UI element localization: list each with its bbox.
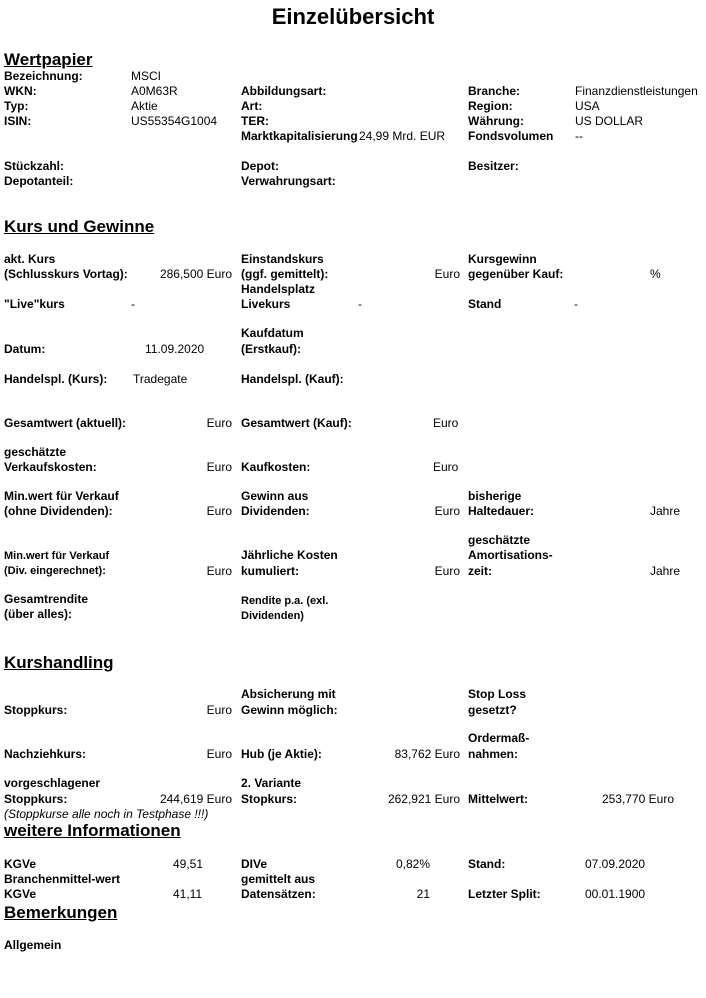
label-marktkapitalisierung: Marktkapitalisierung: [241, 129, 358, 143]
value-branche: Finanzdienstleistungen: [575, 84, 698, 98]
label-typ: Typ:: [4, 99, 29, 113]
label-gesamtwert-kauf: Gesamtwert (Kauf):: [241, 416, 352, 430]
label-handelspl-kurs: Handelspl. (Kurs):: [4, 372, 108, 386]
label-abbildungsart: Abbildungsart:: [241, 84, 327, 98]
label-jaehrliche-kosten-2: kumuliert:: [241, 564, 300, 578]
label-depotanteil: Depotanteil:: [4, 174, 74, 188]
label-stand-info: Stand:: [468, 857, 506, 871]
label-gesamtwert-aktuell: Gesamtwert (aktuell):: [4, 416, 127, 430]
section-heading-kurs-und-gewinne: Kurs und Gewinne: [4, 217, 155, 236]
label-variante-1: 2. Variante: [241, 776, 302, 790]
label-depot: Depot:: [241, 159, 279, 173]
unit-minwert-div: Euro: [206, 564, 232, 578]
section-heading-wertpapier: Wertpapier: [4, 50, 93, 69]
label-ordermassnahmen-2: nahmen:: [468, 747, 519, 761]
label-verkaufskosten-1: geschätzte: [4, 445, 67, 459]
label-datensaetze-1: gemittelt aus: [241, 872, 316, 886]
value-fondsvolumen: --: [575, 129, 583, 143]
label-handelsplatz-live-1: Handelsplatz: [241, 282, 316, 296]
value-marktkapitalisierung: 24,99 Mrd. EUR: [359, 129, 446, 143]
value-datensaetze: 21: [416, 887, 430, 901]
value-bezeichnung: MSCI: [131, 69, 161, 83]
label-hub: Hub (je Aktie):: [241, 747, 322, 761]
label-mittelwert: Mittelwert:: [468, 792, 528, 806]
value-mittelwert: 253,770 Euro: [601, 792, 674, 806]
unit-gesamtwert-aktuell: Euro: [206, 416, 232, 430]
label-stueckzahl: Stückzahl:: [4, 159, 65, 173]
label-nachziehkurs: Nachziehkurs:: [4, 747, 87, 761]
label-ter: TER:: [241, 114, 269, 128]
label-letzter-split: Letzter Split:: [468, 887, 541, 901]
page-title: Einzelübersicht: [271, 4, 435, 29]
value-isin: US55354G1004: [131, 114, 218, 128]
label-minwert-ohne-2: (ohne Dividenden):: [4, 504, 113, 518]
label-kursgewinn-2: gegenüber Kauf:: [468, 267, 564, 281]
unit-minwert-ohne: Euro: [206, 504, 232, 518]
unit-kursgewinn: %: [650, 267, 661, 281]
label-haltedauer-1: bisherige: [468, 489, 522, 503]
label-minwert-ohne-1: Min.wert für Verkauf: [4, 489, 119, 503]
label-art: Art:: [241, 99, 263, 113]
value-letzter-split: 00.01.1900: [585, 887, 646, 901]
label-verkaufskosten-2: Verkaufskosten:: [4, 460, 97, 474]
value-datum: 11.09.2020: [145, 342, 205, 356]
label-branchenmittelwert-1: Branchenmittel-wert: [4, 872, 121, 886]
label-minwert-div-2: (Div. eingerechnet):: [4, 565, 106, 577]
label-allgemein: Allgemein: [4, 938, 62, 952]
value-typ: Aktie: [131, 99, 158, 113]
unit-einstandskurs: Euro: [434, 267, 460, 281]
label-handelspl-kauf: Handelspl. (Kauf):: [241, 372, 344, 386]
value-kgve: 49,51: [173, 857, 204, 871]
unit-haltedauer: Jahre: [649, 504, 680, 518]
label-live-kurs: "Live"kurs: [4, 297, 65, 311]
value-live-kurs: -: [131, 297, 135, 311]
value-region: USA: [575, 99, 600, 113]
label-amortisation-1: geschätzte: [468, 533, 531, 547]
value-stand-info: 07.09.2020: [585, 857, 646, 871]
label-ordermassnahmen-1: Ordermaß-: [468, 731, 530, 745]
label-stoploss-2: gesetzt?: [468, 703, 517, 717]
unit-gewinn-dividenden: Euro: [434, 504, 460, 518]
label-haltedauer-2: Haltedauer:: [468, 504, 535, 518]
value-hub: 83,762 Euro: [394, 747, 460, 761]
label-amortisation-3: zeit:: [468, 564, 492, 578]
label-kaufdatum-2: (Erstkauf):: [241, 342, 302, 356]
value-handelspl-kurs: Tradegate: [133, 372, 188, 386]
label-absicherung-2: Gewinn möglich:: [241, 703, 338, 717]
label-variante-2: Stopkurs:: [241, 792, 298, 806]
label-akt-kurs-1: akt. Kurs: [4, 252, 56, 266]
label-gewinn-dividenden-2: Dividenden:: [241, 504, 310, 518]
label-akt-kurs-2: (Schlusskurs Vortag):: [4, 267, 128, 281]
label-handelsplatz-live-2: Livekurs: [241, 297, 291, 311]
label-isin: ISIN:: [4, 114, 32, 128]
unit-jaehrliche-kosten: Euro: [434, 564, 460, 578]
value-handelsplatz-live: -: [358, 297, 362, 311]
value-waehrung: US DOLLAR: [575, 114, 644, 128]
label-gesamtrendite-2: (über alles):: [4, 607, 73, 621]
value-vorgeschlagener-stoppkurs: 244,619 Euro: [159, 792, 232, 806]
label-gesamtrendite-1: Gesamtrendite: [4, 592, 89, 606]
label-kaufkosten: Kaufkosten:: [241, 460, 311, 474]
label-vorgeschlagener-2: Stoppkurs:: [4, 792, 68, 806]
label-wkn: WKN:: [4, 84, 37, 98]
label-datensaetze-2: Datensätzen:: [241, 887, 316, 901]
label-bezeichnung: Bezeichnung:: [4, 69, 83, 83]
label-amortisation-2: Amortisations-: [468, 548, 553, 562]
value-branchen-kgve: 41,11: [173, 887, 203, 901]
label-stand: Stand: [468, 297, 502, 311]
label-absicherung-1: Absicherung mit: [241, 687, 336, 701]
label-einstandskurs-1: Einstandskurs: [241, 252, 324, 266]
unit-nachziehkurs: Euro: [206, 747, 232, 761]
label-gewinn-dividenden-1: Gewinn aus: [241, 489, 309, 503]
label-besitzer: Besitzer:: [468, 159, 519, 173]
unit-stoppkurs: Euro: [206, 703, 232, 717]
section-heading-kurshandling: Kurshandling: [4, 653, 114, 672]
label-stoppkurs: Stoppkurs:: [4, 703, 68, 717]
label-rendite-pa-2: Dividenden): [241, 610, 304, 622]
unit-verkaufskosten: Euro: [206, 460, 232, 474]
unit-amortisation: Jahre: [649, 564, 680, 578]
label-stoploss-1: Stop Loss: [468, 687, 527, 701]
label-verwahrungsart: Verwahrungsart:: [241, 174, 336, 188]
label-branchenmittelwert-2: KGVe: [4, 887, 37, 901]
label-fondsvolumen: Fondsvolumen: [468, 129, 554, 143]
label-kgve: KGVe: [4, 857, 37, 871]
label-branche: Branche:: [468, 84, 521, 98]
value-stand: -: [574, 297, 578, 311]
label-kaufdatum-1: Kaufdatum: [241, 326, 304, 340]
label-waehrung: Währung:: [468, 114, 524, 128]
unit-kaufkosten: Euro: [433, 460, 459, 474]
label-datum: Datum:: [4, 342, 46, 356]
label-vorgeschlagener-1: vorgeschlagener: [4, 776, 101, 790]
unit-gesamtwert-kauf: Euro: [433, 416, 459, 430]
value-variante-stopkurs: 262,921 Euro: [387, 792, 460, 806]
label-jaehrliche-kosten-1: Jährliche Kosten: [241, 548, 338, 562]
section-heading-bemerkungen: Bemerkungen: [4, 903, 118, 922]
section-heading-weitere-informationen: weitere Informationen: [4, 821, 181, 840]
testphase-note: (Stoppkurse alle noch in Testphase !!!): [4, 807, 209, 821]
value-wkn: A0M63R: [131, 84, 178, 98]
value-akt-kurs: 286,500 Euro: [159, 267, 232, 281]
label-kursgewinn-1: Kursgewinn: [468, 252, 537, 266]
label-rendite-pa-1: Rendite p.a. (exl.: [241, 595, 329, 607]
label-minwert-div-1: Min.wert für Verkauf: [4, 550, 110, 562]
value-dive: 0,82%: [395, 857, 430, 871]
label-region: Region:: [468, 99, 513, 113]
label-einstandskurs-2: (ggf. gemittelt):: [241, 267, 329, 281]
label-dive: DIVe: [241, 857, 268, 871]
